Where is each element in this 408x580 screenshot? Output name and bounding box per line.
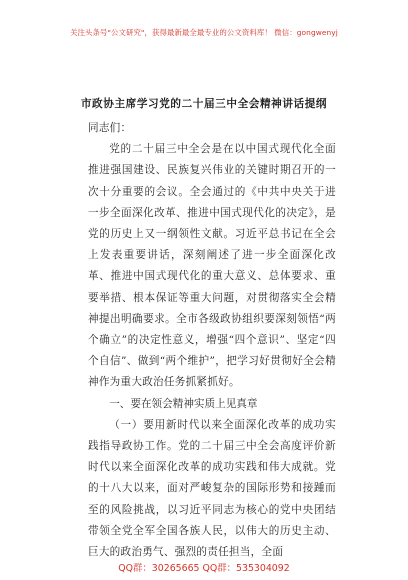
document-body: [88, 118, 336, 563]
document-title: 市政协主席学习党的二十届三中全会精神讲话提纲: [80, 98, 328, 110]
section-paragraph: （一）要用新时代以来全面深化改革的成功实践指导政协工作。党的二十届三中全会高度评价新时代以来全面深化改革的成功实践和伟大成就。党的十八大以来，面对严峻复杂的国际形势和接踵而至的风险挑战，以习近平同志为核心的党中央团结带领全党全军全国各族人民，以伟大的历史主动、巨大的政治勇气、强烈的责任担当，全面: [88, 418, 336, 559]
section-heading: 一、要在领会精神实质上见真章: [109, 397, 258, 410]
body-paragraph: 党的二十届三中全会是在以中国式现代化全面推进强国建设、民族复兴伟业的关键时期召开的一次十分重要的会议。全会通过的《中共中央关于进一步全面深化改革、推进中国式现代化的决定》，是党的历史上又一纲领性文献。习近平总书记在全会上发表重要讲话，深刻阐述了进一步全面深化改革、推进中国式现代化的重大意义、总体要求、重要举措、根本保证等重大问题，对贯彻落实全会精神提出明确要求。全市各级政协组织要深刻领悟“两个确立”的决定性意义，增强“四个意识”、坚定“四个自信”、做到“两个维护”，把学习好贯彻好全会精神作为重大政治任务抓紧抓好。: [88, 143, 336, 389]
promo-banner: 关注头条号"公文研究"，获得最新最全最专业的公文资料库！ 微信：gongwenyj: [70, 28, 338, 37]
qq-group-footer: QQ群：30265665 QQ群：535304092: [118, 563, 290, 574]
salutation: 同志们：: [88, 122, 132, 134]
